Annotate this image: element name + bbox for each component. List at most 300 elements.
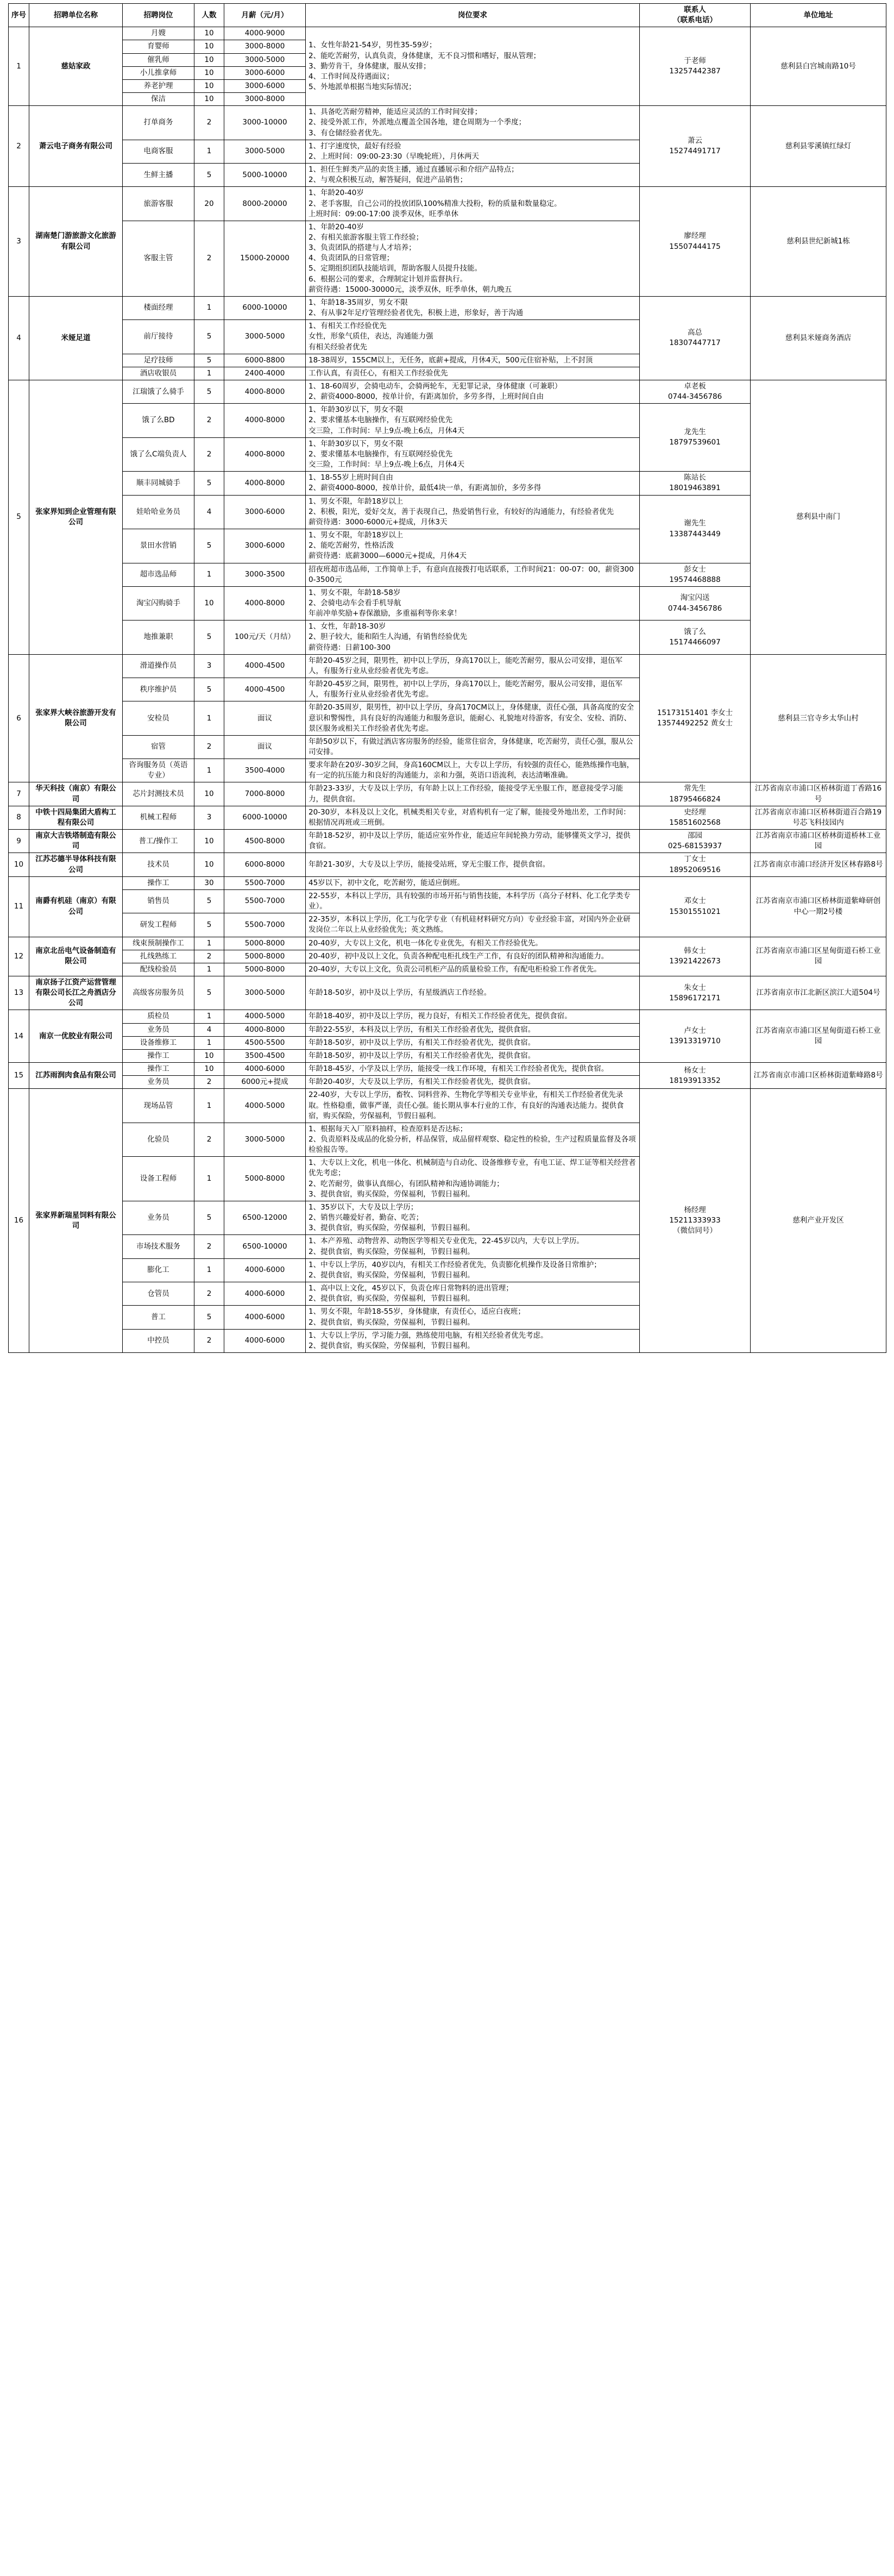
table-row bbox=[9, 296, 886, 319]
headcount: 10 bbox=[194, 40, 224, 53]
headcount: 1 bbox=[194, 296, 224, 319]
headcount: 1 bbox=[194, 367, 224, 380]
job-requirements: 1、男女不限，年龄18-55岁，身体健康，有责任心，适应白夜班； 2、提供食宿，购买保险，劳保福利，节假日福利。 bbox=[306, 1306, 640, 1329]
job-requirements: 22-40岁，大专以上学历，畜牧、饲料营养、生物化学等相关专业毕业，有相关工作经验者优先录取。性格稳重，做事严谨，责任心强。能长期从事本行业的工作，有良好的沟通表达能力。提供食宿，购买保险，劳保福利，节假日福利。 bbox=[306, 1089, 640, 1123]
table-row bbox=[9, 853, 886, 876]
job-requirements: 要求年龄在20岁-30岁之间，身高160CM以上，大专以上学历，有较强的责任心，能熟练操作电脑，有一定的抗压能力和良好的沟通能力，亲和力强，英语口语流利，表达清晰准确。 bbox=[306, 759, 640, 782]
job-requirements: 22-55岁，本科以上学历，具有较强的市场开拓与销售技能，本科学历（高分子材料、化工化学类专业）。 bbox=[306, 889, 640, 913]
job-title: 养老护理 bbox=[123, 79, 194, 92]
row-number: 14 bbox=[9, 1010, 29, 1063]
headcount: 1 bbox=[194, 701, 224, 735]
headcount: 10 bbox=[194, 830, 224, 853]
salary: 4000-9000 bbox=[224, 27, 306, 40]
job-requirements: 年龄18-52岁，初中及以上学历，能适应室外作业，能适应年间轮换力劳动，能够懂英文学习，提供食宿。 bbox=[306, 830, 640, 853]
headcount: 3 bbox=[194, 806, 224, 829]
salary: 6000-10000 bbox=[224, 296, 306, 319]
table-row bbox=[9, 830, 886, 853]
salary: 5000-8000 bbox=[224, 937, 306, 950]
headcount: 1 bbox=[194, 1089, 224, 1123]
row-number: 2 bbox=[9, 106, 29, 187]
salary: 3000-5000 bbox=[224, 140, 306, 163]
company-name: 南京北岳电气设备制造有限公司 bbox=[29, 937, 123, 976]
row-number: 16 bbox=[9, 1089, 29, 1353]
job-title: 江瑞饿了么骑手 bbox=[123, 380, 194, 404]
job-requirements: 22-35岁，本科以上学历，化工与化学专业（有机硅材料研究方向）专业经验丰富，对国内外企业研发岗位二年以上从业经验优先；英文熟练。 bbox=[306, 913, 640, 937]
job-requirements: 1、35岁以下，大专及以上学历； 2、销售兴趣爱好者，勤奋、吃苦； 3、提供食宿，购买保险，劳保福利，节假日福利。 bbox=[306, 1201, 640, 1234]
salary: 2400-4000 bbox=[224, 367, 306, 380]
headcount: 5 bbox=[194, 380, 224, 404]
salary: 4000-8000 bbox=[224, 404, 306, 437]
job-requirements: 年龄18-50岁，初中及以上学历，有相关工作经验者优先，提供食宿。 bbox=[306, 1036, 640, 1049]
salary: 6000-10000 bbox=[224, 806, 306, 829]
salary: 3000-8000 bbox=[224, 40, 306, 53]
job-title: 芯片封测技术员 bbox=[123, 782, 194, 806]
job-title: 机械工程师 bbox=[123, 806, 194, 829]
job-title: 楼面经理 bbox=[123, 296, 194, 319]
job-requirements: 年龄20-45岁之间，限男性，初中以上学历，身高170以上，能吃苦耐劳，服从公司安排，退伍军人，有服务行业从业经验者优先考虑。 bbox=[306, 678, 640, 701]
table-row bbox=[9, 937, 886, 950]
salary: 5000-8000 bbox=[224, 950, 306, 963]
job-requirements: 工作认真，有责任心，有相关工作经验优先 bbox=[306, 367, 640, 380]
job-requirements: 20-40岁，初中及以上文化，负责各种配电柜扎线生产工作，有良好的团队精神和沟通能力。 bbox=[306, 950, 640, 963]
company-address: 江苏省南京市浦口经济开发区林春路8号 bbox=[751, 853, 886, 876]
row-number: 1 bbox=[9, 27, 29, 106]
headcount: 5 bbox=[194, 529, 224, 563]
row-number: 3 bbox=[9, 187, 29, 297]
job-title: 安检员 bbox=[123, 701, 194, 735]
headcount: 1 bbox=[194, 563, 224, 586]
headcount: 2 bbox=[194, 1329, 224, 1352]
headcount: 2 bbox=[194, 221, 224, 296]
header-cell: 招聘单位名称 bbox=[29, 4, 123, 27]
contact-info: 萧云 15274491717 bbox=[640, 106, 751, 187]
company-name: 湖南楚门游旅游文化旅游有限公司 bbox=[29, 187, 123, 297]
job-title: 设备工程师 bbox=[123, 1157, 194, 1201]
job-requirements: 年龄50岁以下，有做过酒店客房服务的经验，能常住宿舍，身体健康，吃苦耐劳，责任心强，服从公司安排。 bbox=[306, 735, 640, 759]
contact-info: 饿了么 15174466097 bbox=[640, 621, 751, 654]
company-name: 米娅足道 bbox=[29, 296, 123, 380]
headcount: 10 bbox=[194, 53, 224, 66]
job-title: 业务员 bbox=[123, 1201, 194, 1234]
job-title: 普工 bbox=[123, 1306, 194, 1329]
row-number: 11 bbox=[9, 876, 29, 937]
salary: 4000-8000 bbox=[224, 380, 306, 404]
contact-info: 廖经理 15507444175 bbox=[640, 187, 751, 297]
company-address: 慈利县米娅商务酒店 bbox=[751, 296, 886, 380]
table-row bbox=[9, 654, 886, 678]
job-title: 小儿推拿师 bbox=[123, 66, 194, 79]
headcount: 10 bbox=[194, 586, 224, 620]
job-title: 配线检验员 bbox=[123, 963, 194, 976]
headcount: 5 bbox=[194, 320, 224, 354]
contact-info: 邵园 025-68153937 bbox=[640, 830, 751, 853]
job-title: 催乳师 bbox=[123, 53, 194, 66]
job-title: 酒店收银员 bbox=[123, 367, 194, 380]
contact-info: 谢先生 13387443449 bbox=[640, 495, 751, 563]
job-title: 设备维修工 bbox=[123, 1036, 194, 1049]
company-address: 慈利产业开发区 bbox=[751, 1089, 886, 1353]
job-title: 饿了么C端负责人 bbox=[123, 437, 194, 471]
row-number: 8 bbox=[9, 806, 29, 829]
headcount: 1 bbox=[194, 1010, 224, 1023]
salary: 6000-8800 bbox=[224, 354, 306, 367]
company-address: 慈利县三官寺乡太华山村 bbox=[751, 654, 886, 782]
job-requirements: 1、女性，年龄18-30岁 2、胆子较大，能和陌生人沟通，有销售经验优先 薪资待遇：日薪100-300 bbox=[306, 621, 640, 654]
job-title: 足疗技师 bbox=[123, 354, 194, 367]
table-row bbox=[9, 1063, 886, 1076]
salary: 4000-6000 bbox=[224, 1258, 306, 1282]
headcount: 2 bbox=[194, 437, 224, 471]
job-title: 中控员 bbox=[123, 1329, 194, 1352]
company-address: 慈利县零溪镇红绿灯 bbox=[751, 106, 886, 187]
job-title: 操作工 bbox=[123, 1063, 194, 1076]
headcount: 2 bbox=[194, 1076, 224, 1089]
company-name: 张家界知到企业管理有限公司 bbox=[29, 380, 123, 655]
company-name: 张家界大峡谷旅游开发有限公司 bbox=[29, 654, 123, 782]
job-requirements: 1、高中以上文化，45岁以下，负责仓库日常物料的进出管理； 2、提供食宿，购买保险，劳保福利，节假日福利。 bbox=[306, 1282, 640, 1306]
job-requirements: 招夜班超市选品师，工作简单上手，有意向直接拨打电话联系，工作时间21：00-07：00，薪资3000-3500元 bbox=[306, 563, 640, 586]
salary: 3000-8000 bbox=[224, 93, 306, 106]
salary: 3000-6000 bbox=[224, 495, 306, 529]
salary: 3000-6000 bbox=[224, 79, 306, 92]
row-number: 15 bbox=[9, 1063, 29, 1089]
job-title: 操作工 bbox=[123, 1049, 194, 1062]
table-body bbox=[9, 27, 886, 1353]
contact-info: 韩女士 13921422673 bbox=[640, 937, 751, 976]
salary: 面议 bbox=[224, 701, 306, 735]
headcount: 10 bbox=[194, 782, 224, 806]
headcount: 5 bbox=[194, 472, 224, 495]
job-requirements: 20-40岁，大专以上文化，负责公司机柜产品的质量检验工作，有配电柜检验工作者优先。 bbox=[306, 963, 640, 976]
job-requirements: 1、男女不限，年龄18-58岁 2、会骑电动车会看手机导航 年前冲单奖励+春保激励，多重福利等你来拿！ bbox=[306, 586, 640, 620]
job-title: 质检员 bbox=[123, 1010, 194, 1023]
salary: 3500-4000 bbox=[224, 759, 306, 782]
job-requirements: 1、年龄30岁以下，男女不限 2、要求懂基本电脑操作，有互联网经验优先 交三险，工作时间：早上9点-晚上6点，月休4天 bbox=[306, 437, 640, 471]
salary: 6500-10000 bbox=[224, 1235, 306, 1258]
table-row bbox=[9, 1089, 886, 1123]
contact-info: 卓老板 0744-3456786 bbox=[640, 380, 751, 404]
headcount: 1 bbox=[194, 140, 224, 163]
salary: 3000-5000 bbox=[224, 53, 306, 66]
job-requirements: 年龄18-40岁，初中及以上学历，视力良好，有相关工作经验者优先，提供食宿。 bbox=[306, 1010, 640, 1023]
job-title: 景田水营销 bbox=[123, 529, 194, 563]
company-name: 南京一优胶业有限公司 bbox=[29, 1010, 123, 1063]
contact-info: 15173151401 李女士 13574492252 黄女士 bbox=[640, 654, 751, 782]
headcount: 10 bbox=[194, 853, 224, 876]
salary: 4500-5500 bbox=[224, 1036, 306, 1049]
job-requirements: 1、男女不限，年龄18岁以上 2、积极，阳光，爱好交友，善于表现自己，热爱销售行业，有较好的沟通能力，有经验者优先 薪资待遇：3000-6000元+提成，月休3天 bbox=[306, 495, 640, 529]
job-requirements: 18-38周岁，155CM以上，无任务，底薪+提成，月休4天，500元住宿补贴，上不封顶 bbox=[306, 354, 640, 367]
job-title: 客服主管 bbox=[123, 221, 194, 296]
salary: 5000-8000 bbox=[224, 963, 306, 976]
salary: 5000-8000 bbox=[224, 1157, 306, 1201]
job-requirements: 20-30岁，本科及以上文化，机械类相关专业，对盾构机有一定了解，能接受外地出差，工作时间：根据情况再班或三班倒。 bbox=[306, 806, 640, 829]
salary: 4000-8000 bbox=[224, 1023, 306, 1036]
headcount: 10 bbox=[194, 93, 224, 106]
table-row bbox=[9, 106, 886, 140]
table-row bbox=[9, 976, 886, 1010]
company-address: 慈利县白宫城南路10号 bbox=[751, 27, 886, 106]
job-requirements: 年龄20-40岁，大专及以上学历，有相关工作经验者优先，提供食宿。 bbox=[306, 1076, 640, 1089]
company-address: 江苏省南京市浦口区桥林街道丁香路16号 bbox=[751, 782, 886, 806]
job-title: 线束预制操作工 bbox=[123, 937, 194, 950]
headcount: 5 bbox=[194, 913, 224, 937]
salary: 4000-8000 bbox=[224, 437, 306, 471]
headcount: 10 bbox=[194, 1063, 224, 1076]
contact-info: 淘宝闪送 0744-3456786 bbox=[640, 586, 751, 620]
salary: 3000-6000 bbox=[224, 66, 306, 79]
job-title: 淘宝闪购骑手 bbox=[123, 586, 194, 620]
job-requirements: 45岁以下，初中文化，吃苦耐劳，能适应倒班。 bbox=[306, 876, 640, 889]
job-requirements: 1、大专以上学历，学习能力强，熟练使用电脑，有相关经验者优先考虑。 2、提供食宿，购买保险，劳保福利，节假日福利。 bbox=[306, 1329, 640, 1352]
headcount: 20 bbox=[194, 187, 224, 221]
company-address: 江苏省南京市浦口区星甸街道石桥工业园 bbox=[751, 937, 886, 976]
company-address: 慈利县中南门 bbox=[751, 380, 886, 655]
headcount: 3 bbox=[194, 654, 224, 678]
job-title: 市场技术服务 bbox=[123, 1235, 194, 1258]
job-title: 打单商务 bbox=[123, 106, 194, 140]
job-title: 咨询服务员（英语专业） bbox=[123, 759, 194, 782]
salary: 3000-3500 bbox=[224, 563, 306, 586]
row-number: 9 bbox=[9, 830, 29, 853]
salary: 6000元+提成 bbox=[224, 1076, 306, 1089]
salary: 4000-6000 bbox=[224, 1063, 306, 1076]
contact-info: 于老师 13257442387 bbox=[640, 27, 751, 106]
job-title: 研发工程师 bbox=[123, 913, 194, 937]
job-requirements: 年龄20-45岁之间，限男性，初中以上学历，身高170以上，能吃苦耐劳，服从公司安排，退伍军人，有服务行业从业经验者优先考虑。 bbox=[306, 654, 640, 678]
job-requirements: 1、男女不限，年龄18岁以上 2、能吃苦耐劳，性格活泼 薪资待遇：底薪3000—6000元+提成，月休4天 bbox=[306, 529, 640, 563]
company-name: 江苏芯德半导体科技有限公司 bbox=[29, 853, 123, 876]
row-number: 10 bbox=[9, 853, 29, 876]
row-number: 6 bbox=[9, 654, 29, 782]
company-name: 南京扬子江资产运营管理有限公司长江之舟酒店分公司 bbox=[29, 976, 123, 1010]
header-cell: 联系人 （联系电话） bbox=[640, 4, 751, 27]
header-cell: 岗位要求 bbox=[306, 4, 640, 27]
salary: 4000-8000 bbox=[224, 586, 306, 620]
headcount: 1 bbox=[194, 963, 224, 976]
job-requirements: 1、18-55岁上班时间自由 2、薪资4000-8000，按单计价，最低4块一单，有距离加价，多劳多得 bbox=[306, 472, 640, 495]
header-cell: 招聘岗位 bbox=[123, 4, 194, 27]
job-title: 普工/操作工 bbox=[123, 830, 194, 853]
headcount: 5 bbox=[194, 354, 224, 367]
headcount: 5 bbox=[194, 678, 224, 701]
contact-info: 丁女士 18952069516 bbox=[640, 853, 751, 876]
job-title: 仓管员 bbox=[123, 1282, 194, 1306]
headcount: 10 bbox=[194, 79, 224, 92]
table-row bbox=[9, 380, 886, 404]
job-requirements: 1、年龄20-40岁 2、有相关旅游客服主管工作经验； 3、负责团队的搭建与人才培养； 4、负责团队的日常管理； 5、定期组织团队技能培训，帮助客服人员提升技能。 6、根据公司的要求，合理制定计划并监督执行。 薪资待遇：15000-30000元，淡季双休，旺季单休，朝九晚五 bbox=[306, 221, 640, 296]
headcount: 2 bbox=[194, 404, 224, 437]
salary: 4000-6000 bbox=[224, 1329, 306, 1352]
company-name: 南京大吉铁塔制造有限公司 bbox=[29, 830, 123, 853]
row-number: 4 bbox=[9, 296, 29, 380]
job-title: 业务员 bbox=[123, 1023, 194, 1036]
salary: 5500-7000 bbox=[224, 876, 306, 889]
job-title: 高级客房服务员 bbox=[123, 976, 194, 1010]
job-title: 保洁 bbox=[123, 93, 194, 106]
recruitment-table bbox=[8, 3, 886, 1353]
headcount: 5 bbox=[194, 889, 224, 913]
table-row bbox=[9, 806, 886, 829]
table-row bbox=[9, 27, 886, 40]
headcount: 5 bbox=[194, 1306, 224, 1329]
job-requirements: 年龄20-35周岁，限男性，初中以上学历，身高170CM以上，身体健康，责任心强，具备高度的安全意识和警惕性，具有良好的沟通能力和服务意识，能耐心、礼貌地对待游客，有安全、安检、消防、景区服务或相关工作经验者优先考虑。 bbox=[306, 701, 640, 735]
job-requirements: 年龄22-55岁，本科及以上学历，有相关工作经验者优先，提供食宿。 bbox=[306, 1023, 640, 1036]
headcount: 2 bbox=[194, 1123, 224, 1156]
job-title: 前厅接待 bbox=[123, 320, 194, 354]
table-row bbox=[9, 782, 886, 806]
contact-info: 高总 18307447717 bbox=[640, 296, 751, 380]
headcount: 10 bbox=[194, 1049, 224, 1062]
headcount: 2 bbox=[194, 735, 224, 759]
headcount: 1 bbox=[194, 1036, 224, 1049]
job-title: 滑道操作员 bbox=[123, 654, 194, 678]
header-cell: 人数 bbox=[194, 4, 224, 27]
job-title: 育婴师 bbox=[123, 40, 194, 53]
salary: 4000-5000 bbox=[224, 1010, 306, 1023]
headcount: 5 bbox=[194, 164, 224, 187]
headcount: 2 bbox=[194, 950, 224, 963]
job-requirements: 1、具备吃苦耐劳精神，能适应灵活的工作时间安排； 2、接受外派工作，外派地点覆盖全国各地，建仓周期为一个季度； 3、有仓储经验者优先。 bbox=[306, 106, 640, 140]
headcount: 5 bbox=[194, 621, 224, 654]
header-cell: 月薪（元/月） bbox=[224, 4, 306, 27]
contact-info: 邓女士 15301551021 bbox=[640, 876, 751, 937]
headcount: 2 bbox=[194, 1282, 224, 1306]
company-name: 南爵有机硅（南京）有限公司 bbox=[29, 876, 123, 937]
headcount: 1 bbox=[194, 1258, 224, 1282]
company-address: 江苏省南京市浦口区桥林街道紫峰研创中心一期2号楼 bbox=[751, 876, 886, 937]
job-requirements: 1、担任生鲜类产品的卖货主播，通过直播展示和介绍产品特点； 2、与观众积极互动，解答疑问，促进产品销售； bbox=[306, 164, 640, 187]
job-requirements: 年龄23-33岁，大专及以上学历，有年龄上以上工作经验，能接受学无坐服工作，愿意接受学习能力，提供食宿。 bbox=[306, 782, 640, 806]
job-requirements: 年龄18-50岁，初中及以上学历，有星级酒店工作经验。 bbox=[306, 976, 640, 1010]
salary: 3000-10000 bbox=[224, 106, 306, 140]
job-title: 旅游客服 bbox=[123, 187, 194, 221]
job-requirements: 20-40岁，大专以上文化，机电一体化专业优先，有相关工作经验优先。 bbox=[306, 937, 640, 950]
job-title: 膨化工 bbox=[123, 1258, 194, 1282]
job-title: 电商客服 bbox=[123, 140, 194, 163]
headcount: 10 bbox=[194, 27, 224, 40]
job-title: 生鲜主播 bbox=[123, 164, 194, 187]
job-title: 顺丰同城骑手 bbox=[123, 472, 194, 495]
job-requirements: 1、根据每天入厂原料抽样，检查原料是否达标； 2、负责原料及成品的化验分析，样品保管，成品留样观察、稳定性的检验，生产过程质量监督及各项检验报告等。 bbox=[306, 1123, 640, 1156]
headcount: 5 bbox=[194, 976, 224, 1010]
job-requirements: 1、年龄20-40岁 2、老手客服，自己公司的投放团队100%精准大投粉，粉的质量和数量稳定。 上班时间：09:00-17:00 淡季双休，旺季单休 bbox=[306, 187, 640, 221]
job-requirements: 1、有相关工作经验优先 女性，形象气质佳，表达，沟通能力强 有相关经验者优先 bbox=[306, 320, 640, 354]
salary: 3000-5000 bbox=[224, 320, 306, 354]
company-name: 中铁十四局集团大盾构工程有限公司 bbox=[29, 806, 123, 829]
salary: 8000-20000 bbox=[224, 187, 306, 221]
headcount: 4 bbox=[194, 495, 224, 529]
salary: 5500-7000 bbox=[224, 889, 306, 913]
job-requirements: 年龄18-50岁，初中及以上学历，有相关工作经验者优先，提供食宿。 bbox=[306, 1049, 640, 1062]
job-title: 饿了么BD bbox=[123, 404, 194, 437]
salary: 4000-5000 bbox=[224, 1089, 306, 1123]
headcount: 4 bbox=[194, 1023, 224, 1036]
headcount: 30 bbox=[194, 876, 224, 889]
salary: 3000-5000 bbox=[224, 976, 306, 1010]
headcount: 10 bbox=[194, 66, 224, 79]
contact-info: 陈站长 18019463891 bbox=[640, 472, 751, 495]
contact-info: 龙先生 18797539601 bbox=[640, 404, 751, 472]
job-requirements: 年龄18-45岁，小学及以上学历，能接受一线工作环境，有相关工作经验者优先，提供食宿。 bbox=[306, 1063, 640, 1076]
contact-info: 卢女士 13913319710 bbox=[640, 1010, 751, 1063]
company-address: 慈利县世纪新城1栋 bbox=[751, 187, 886, 297]
headcount: 1 bbox=[194, 1157, 224, 1201]
job-title: 扎线熟练工 bbox=[123, 950, 194, 963]
headcount: 5 bbox=[194, 1201, 224, 1234]
salary: 4500-8000 bbox=[224, 830, 306, 853]
job-title: 现场品管 bbox=[123, 1089, 194, 1123]
contact-info: 史经理 15851602568 bbox=[640, 806, 751, 829]
table-row bbox=[9, 187, 886, 221]
salary: 4000-6000 bbox=[224, 1306, 306, 1329]
job-title: 地推兼职 bbox=[123, 621, 194, 654]
salary: 4000-4500 bbox=[224, 654, 306, 678]
job-requirements: 1、年龄30岁以下，男女不限 2、要求懂基本电脑操作，有互联网经验优先 交三险，工作时间：早上9点-晚上6点，月休4天 bbox=[306, 404, 640, 437]
salary: 4000-4500 bbox=[224, 678, 306, 701]
header-cell: 序号 bbox=[9, 4, 29, 27]
headcount: 2 bbox=[194, 1235, 224, 1258]
salary: 面议 bbox=[224, 735, 306, 759]
headcount: 1 bbox=[194, 759, 224, 782]
job-title: 技术员 bbox=[123, 853, 194, 876]
company-name: 萧云电子商务有限公司 bbox=[29, 106, 123, 187]
row-number: 13 bbox=[9, 976, 29, 1010]
job-requirements: 1、年龄18-35周岁，男女不限 2、有从事2年足疗管理经验者优先，积极上进，形象好，善于沟通 bbox=[306, 296, 640, 319]
header-row bbox=[9, 4, 886, 27]
salary: 3000-6000 bbox=[224, 529, 306, 563]
company-name: 华天科技（南京）有限公司 bbox=[29, 782, 123, 806]
company-address: 江苏省南京市浦口区星甸街道石桥工业园 bbox=[751, 1010, 886, 1063]
contact-info: 常先生 18795466824 bbox=[640, 782, 751, 806]
row-number: 12 bbox=[9, 937, 29, 976]
salary: 6000-8000 bbox=[224, 853, 306, 876]
table-row bbox=[9, 1010, 886, 1023]
job-title: 业务员 bbox=[123, 1076, 194, 1089]
salary: 4000-6000 bbox=[224, 1282, 306, 1306]
company-address: 江苏省南京市浦口区桥林街道桥林工业园 bbox=[751, 830, 886, 853]
job-title: 超市选品师 bbox=[123, 563, 194, 586]
salary: 6500-12000 bbox=[224, 1201, 306, 1234]
company-address: 江苏省南京市浦口区桥林街道紫峰路8号 bbox=[751, 1063, 886, 1089]
company-name: 江苏雨润肉食品有限公司 bbox=[29, 1063, 123, 1089]
job-requirements: 1、女性年龄21-54岁，男性35-59岁； 2、能吃苦耐劳，认真负责，身体健康，无不良习惯和嗜好，服从管理； 3、勤劳肯干，身体健康，服从安排； 4、工作时间及待遇面议； 5、外地派单根据当地实际情况； bbox=[306, 27, 640, 106]
salary: 15000-20000 bbox=[224, 221, 306, 296]
job-title: 宿管 bbox=[123, 735, 194, 759]
salary: 7000-8000 bbox=[224, 782, 306, 806]
job-title: 秩序维护员 bbox=[123, 678, 194, 701]
header-cell: 单位地址 bbox=[751, 4, 886, 27]
job-title: 月嫂 bbox=[123, 27, 194, 40]
job-title: 销售员 bbox=[123, 889, 194, 913]
salary: 4000-8000 bbox=[224, 472, 306, 495]
job-title: 娃哈哈业务员 bbox=[123, 495, 194, 529]
salary: 5000-10000 bbox=[224, 164, 306, 187]
company-address: 江苏省南京市浦口区桥林街道百合路19号芯飞科技园内 bbox=[751, 806, 886, 829]
row-number: 5 bbox=[9, 380, 29, 655]
job-requirements: 1、大专以上文化，机电一体化、机械制造与自动化、设备维修专业，有电工证、焊工证等相关经营者优先考虑； 2、吃苦耐劳，做事认真细心，有团队精神和沟通协调能力； 3、提供食宿，购买保险，劳保福利，节假日福利。 bbox=[306, 1157, 640, 1201]
job-requirements: 1、18-60周岁，会骑电动车，会骑两轮车，无犯罪记录，身体健康（可兼职） 2、薪资4000-8000，按单计价，有距离加价，多劳多得，上班时间自由 bbox=[306, 380, 640, 404]
company-name: 慈姑家政 bbox=[29, 27, 123, 106]
salary: 5500-7000 bbox=[224, 913, 306, 937]
job-requirements: 1、打字速度快，最好有经验 2、上班时间：09:00-23:30（早晚轮班），月休两天 bbox=[306, 140, 640, 163]
contact-info: 杨经理 15211333933 （微信同号） bbox=[640, 1089, 751, 1353]
job-requirements: 1、中专以上学历，40岁以内，有相关工作经验者优先，负责膨化机操作及设备日常维护； 2、提供食宿，购买保险，劳保福利，节假日福利。 bbox=[306, 1258, 640, 1282]
job-title: 操作工 bbox=[123, 876, 194, 889]
headcount: 1 bbox=[194, 937, 224, 950]
job-title: 化验员 bbox=[123, 1123, 194, 1156]
contact-info: 杨女士 18193913352 bbox=[640, 1063, 751, 1089]
